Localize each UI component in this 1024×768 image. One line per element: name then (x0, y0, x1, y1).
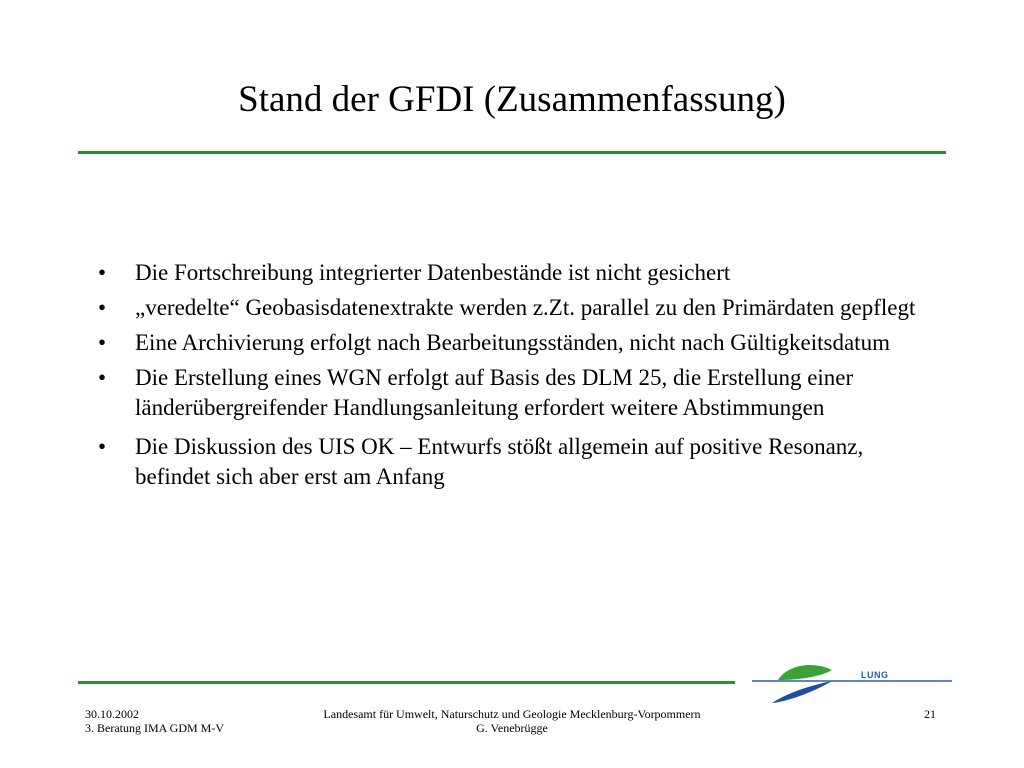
footer-center (262, 707, 762, 735)
bullet-text: Die Diskussion des UIS OK – Entwurfs stößt allgemein auf positive Resonanz, befindet sich aber erst am Anfang (135, 434, 864, 489)
bullet-marker: • (98, 295, 107, 320)
bullet-item (98, 432, 928, 492)
bullet-marker: • (98, 330, 107, 355)
bullet-item (98, 293, 928, 323)
footer-date: 30.10.2002 (85, 707, 139, 721)
page-number: 21 (924, 707, 936, 721)
leaf-logo-icon (752, 662, 952, 704)
title-divider (78, 151, 946, 154)
bullet-item (98, 363, 928, 423)
bullet-text: „veredelte“ Geobasisdatenextrakte werden z.Zt. parallel zu den Primärdaten gepflegt (135, 295, 916, 320)
bullet-item (98, 258, 928, 288)
bullet-list (98, 258, 928, 497)
bullet-item (98, 328, 928, 358)
footer-organization: Landesamt für Umwelt, Naturschutz und Geologie Mecklenburg-Vorpommern (323, 707, 701, 721)
footer-author: G. Venebrügge (476, 721, 548, 735)
footer-left (85, 707, 224, 735)
bullet-marker: • (98, 260, 107, 285)
bullet-text: Die Erstellung eines WGN erfolgt auf Basis des DLM 25, die Erstellung einer länderübergreifender Handlungsanleitung erfordert weitere Abstimmungen (135, 365, 854, 420)
footer-event: 3. Beratung IMA GDM M-V (85, 721, 224, 735)
logo-text: LUNG (861, 670, 889, 680)
slide-title: Stand der GFDI (Zusammenfassung) (238, 79, 786, 120)
footer-divider (78, 681, 735, 684)
bullet-marker: • (98, 434, 107, 459)
bullet-marker: • (98, 365, 107, 390)
bullet-text: Die Fortschreibung integrierter Datenbestände ist nicht gesichert (135, 260, 731, 285)
bullet-text: Eine Archivierung erfolgt nach Bearbeitungsständen, nicht nach Gültigkeitsdatum (135, 330, 890, 355)
lung-logo (752, 662, 952, 704)
